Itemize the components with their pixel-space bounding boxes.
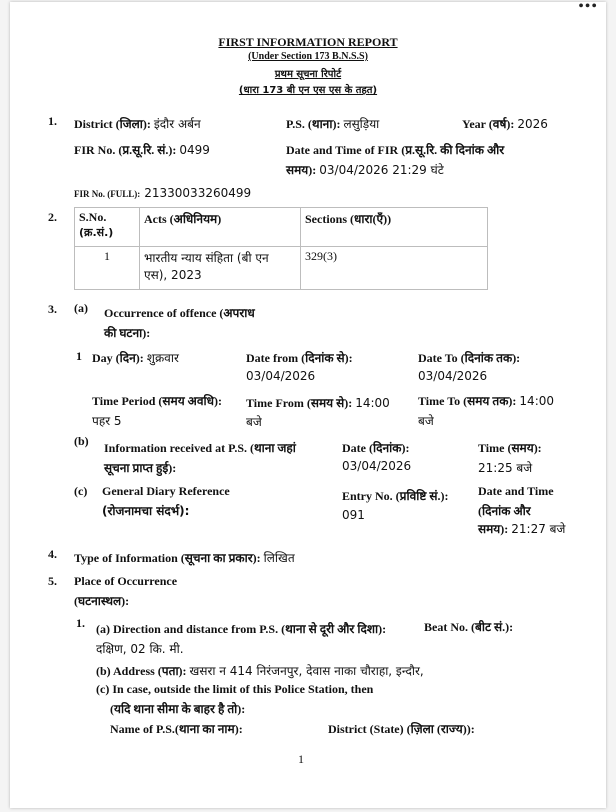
section-5-number: 5. — [48, 574, 57, 588]
gd-datetime-label-3: समय): — [478, 522, 509, 536]
day-value: शुक्रवार — [146, 351, 179, 365]
time-from-value: 14:00 — [355, 396, 390, 410]
info-received-label-2: सूचना प्राप्त हुई): — [104, 461, 177, 475]
fir-full-label: FIR No. (FULL): — [74, 189, 141, 199]
district-field — [74, 115, 201, 132]
ps-label: P.S. (थाना): — [286, 117, 341, 131]
section-1-number: 1. — [48, 114, 57, 128]
section-2-number: 2. — [48, 210, 57, 224]
info-type-label: Type of Information (सूचना का प्रकार): — [74, 551, 261, 565]
address-label: (b) Address (पता): — [96, 664, 187, 678]
fir-full-field — [74, 184, 251, 202]
beat-no-label: Beat No. (बीट सं.): — [424, 620, 514, 634]
row-section: 329(3) — [301, 247, 488, 290]
gd-reference-label-2: (रोजनामचा संदर्भ): — [102, 504, 190, 518]
document-subtitle-en: (Under Section 173 B.N.S.S) — [248, 51, 368, 62]
table-row — [75, 247, 488, 290]
outside-limit-label: (c) In case, outside the limit of this Police Station, then — [96, 682, 374, 696]
more-dots-icon[interactable]: ••• — [578, 0, 598, 15]
fir-number-field — [74, 141, 210, 158]
fir-full-value: 21330033260499 — [144, 186, 252, 200]
day-field — [92, 349, 179, 366]
time-period-label: Time Period (समय अवधि): — [92, 394, 222, 408]
section-4-number: 4. — [48, 547, 57, 561]
direction-label: (a) Direction and distance from P.S. (थाना से दूरी और दिशा): — [96, 622, 387, 636]
time-to-value: 14:00 — [519, 394, 555, 408]
date-to-value: 03/04/2026 — [418, 369, 488, 383]
info-date-label: Date (दिनांक): — [342, 441, 410, 455]
fir-label: FIR No. (प्र.सू.रि. सं.): — [74, 143, 177, 157]
sno-header: S.No. (क्र.सं.) — [75, 208, 140, 247]
day-label: Day (दिन): — [92, 351, 144, 365]
info-received-label: Information received at P.S. (थाना जहां — [104, 441, 296, 455]
document-subtitle-hi: (धारा 173 बी एन एस एस के तहत) — [238, 85, 378, 96]
time-to-field — [418, 392, 554, 409]
fir-datetime-label-2: समय): — [286, 163, 317, 177]
document-page — [10, 2, 606, 808]
acts-header: Acts (अधिनियम) — [140, 208, 301, 247]
section-3-number: 3. — [48, 302, 57, 316]
date-from-label: Date from (दिनांक से): — [246, 351, 353, 365]
document-title: FIRST INFORMATION REPORT — [218, 35, 398, 49]
district-value: इंदौर अर्बन — [153, 117, 201, 131]
row-act: भारतीय न्याय संहिता (बी एन एस), 2023 — [140, 247, 301, 290]
time-from-value-2: बजे — [246, 415, 262, 429]
occurrence-row-number: 1 — [76, 349, 82, 363]
time-from-field — [246, 394, 390, 411]
info-time-label: Time (समय): — [478, 441, 542, 455]
year-label: Year (वर्ष): — [462, 117, 515, 131]
entry-no-label: Entry No. (प्रविष्टि सं.): — [342, 489, 449, 503]
address-field — [96, 662, 424, 679]
time-period-value: पहर 5 — [92, 414, 122, 428]
info-date-value: 03/04/2026 — [342, 459, 412, 473]
ps-value: लसुड़िया — [343, 117, 380, 131]
acts-table — [74, 207, 488, 290]
year-field — [462, 115, 548, 132]
gd-datetime-label-2: (दिनांक और — [478, 504, 531, 518]
occurrence-label-2: की घटना): — [104, 326, 151, 340]
address-value: खसरा न 414 निरंजनपुर, देवास नाका चौराहा, इन्दौर, — [189, 664, 424, 678]
sub-b-label: (b) — [74, 434, 89, 448]
gd-datetime-field — [478, 520, 565, 537]
page-number: 1 — [298, 752, 304, 766]
fir-datetime-value: 03/04/2026 21:29 घंटे — [319, 163, 444, 177]
time-to-label: Time To (समय तक): — [418, 394, 517, 408]
fir-value: 0499 — [179, 143, 210, 157]
row-sno: 1 — [75, 247, 140, 290]
gd-reference-label: General Diary Reference — [102, 484, 230, 498]
sections-header: Sections (धारा(एँ)) — [301, 208, 488, 247]
fir-datetime-label: Date and Time of FIR (प्र.सू.रि. की दिनांक और — [286, 143, 505, 157]
date-to-label: Date To (दिनांक तक): — [418, 351, 521, 365]
police-station-field — [286, 115, 379, 132]
info-time-value: 21:25 बजे — [478, 461, 533, 475]
info-type-field — [74, 549, 295, 566]
ps-name-label: Name of P.S.(थाना का नाम): — [110, 722, 243, 736]
outside-limit-label-2: (यदि थाना सीमा के बाहर है तो): — [110, 702, 246, 716]
occurrence-label: Occurrence of offence (अपराध — [104, 306, 255, 320]
acts-table-header — [75, 208, 488, 247]
district-label: District (जिला): — [74, 117, 151, 131]
fir-datetime-field — [286, 161, 444, 178]
entry-no-value: 091 — [342, 508, 365, 522]
place-label: Place of Occurrence — [74, 574, 178, 588]
time-from-label: Time From (समय से): — [246, 396, 353, 410]
place-row-number: 1. — [76, 616, 85, 630]
gd-datetime-value: 21:27 बजे — [511, 522, 566, 536]
sub-a-label: (a) — [74, 301, 88, 315]
date-from-value: 03/04/2026 — [246, 369, 316, 383]
info-type-value: लिखित — [263, 551, 295, 565]
district-state-label: District (State) (ज़िला (राज्य)): — [328, 722, 475, 736]
year-value: 2026 — [517, 117, 548, 131]
direction-value: दक्षिण, 02 कि. मी. — [96, 642, 184, 656]
document-title-hi: प्रथम सूचना रिपोर्ट — [274, 69, 342, 80]
time-to-value-2: बजे — [418, 414, 434, 428]
gd-datetime-label: Date and Time — [478, 484, 554, 498]
place-label-2: (घटनास्थल): — [74, 594, 130, 608]
sub-c-label: (c) — [74, 484, 88, 498]
